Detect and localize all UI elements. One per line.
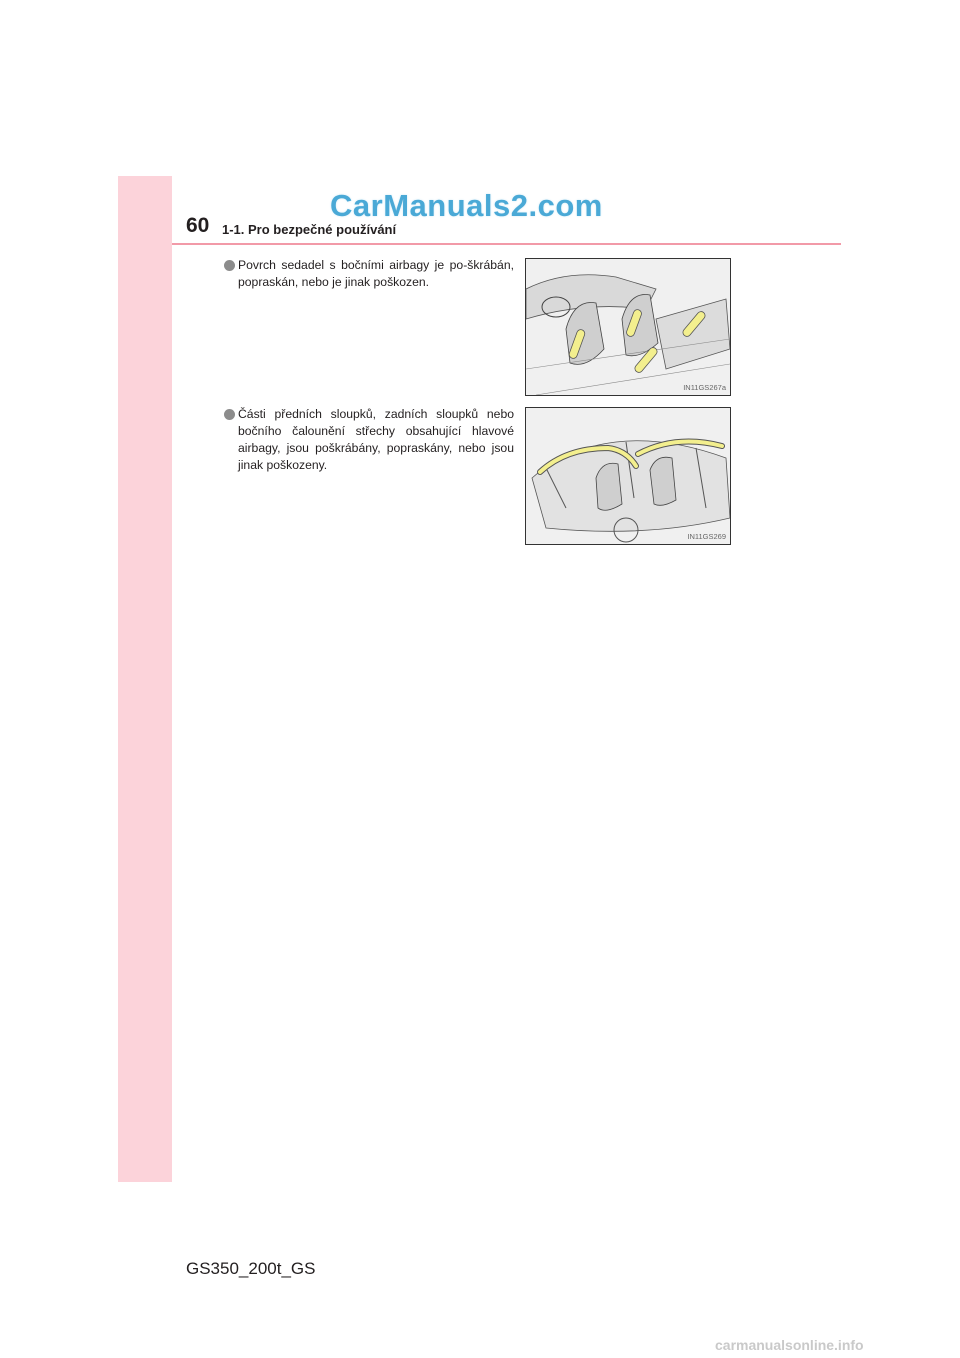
footer-site-watermark[interactable]: carmanualsonline.info [715, 1337, 864, 1353]
list-item [224, 257, 514, 291]
figure-code: IN11GS269 [687, 532, 726, 541]
item-text: Povrch sedadel s bočními airbagy je po-škrábán, popraskán, nebo je jinak poškozen. [238, 258, 514, 289]
list-item [224, 406, 514, 474]
figure-seat-side-airbags [525, 258, 731, 396]
curtain-airbag-illustration [526, 408, 730, 544]
figure-code: IN11GS267a [683, 383, 726, 392]
bullet-icon [224, 409, 235, 420]
seat-airbag-illustration [526, 259, 730, 395]
bullet-icon [224, 260, 235, 271]
side-color-band [118, 176, 172, 1182]
watermark-logo[interactable]: CarManuals2.com [330, 188, 603, 223]
section-title: 1-1. Pro bezpečné používání [222, 222, 397, 237]
page-number: 60 [186, 214, 210, 237]
figure-curtain-airbags [525, 407, 731, 545]
footer-model-code: GS350_200t_GS [186, 1259, 316, 1278]
header-divider [172, 243, 841, 245]
item-text: Části předních sloupků, zadních sloupků nebo bočního čalounění střechy obsahující hlavové airbagy, jsou poškrábány, popraskány, nebo jsou jinak poškozeny. [238, 407, 514, 472]
